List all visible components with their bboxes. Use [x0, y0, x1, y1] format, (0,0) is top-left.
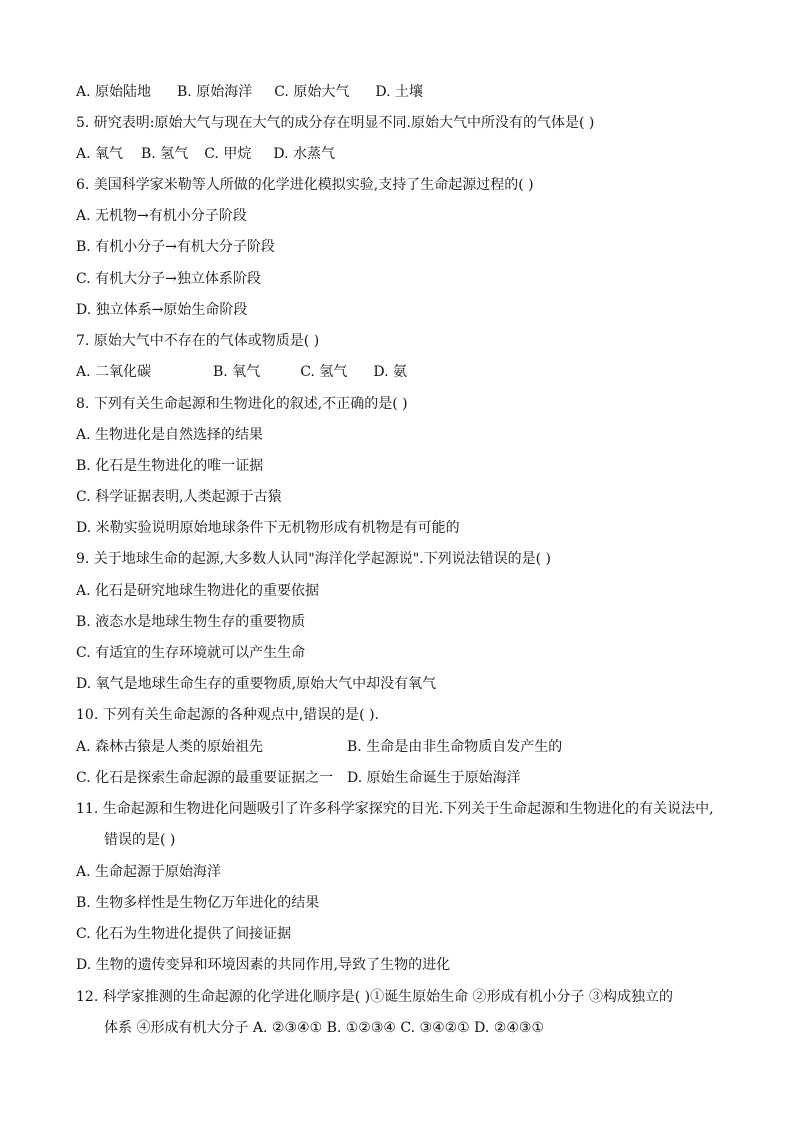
- option-b: B. 原始海洋: [177, 84, 253, 100]
- q10-options-row-1: [76, 738, 562, 756]
- question-9: 9. 关于地球生命的起源,大多数人认同"海洋化学起源说".下列说法错误的是( ): [76, 551, 551, 567]
- q8-option-c: C. 科学证据表明,人类起源于古猿: [76, 489, 282, 505]
- question-11: 11. 生命起源和生物进化问题吸引了许多科学家探究的目光.下列关于生命起源和生物进化的有关说法中,: [76, 801, 714, 817]
- option-d: D. 氨: [373, 364, 407, 380]
- option-a: A. 氧气: [76, 146, 124, 162]
- question-10: 10. 下列有关生命起源的各种观点中,错误的是( ).: [76, 707, 379, 723]
- q11-option-d: D. 生物的遗传变异和环境因素的共同作用,导致了生物的进化: [76, 957, 451, 973]
- question-12-cont: 体系 ④形成有机大分子 A. ②③④① B. ①②③④ C. ③④②① D. ②④③①: [104, 1020, 545, 1036]
- q9-option-a: A. 化石是研究地球生物进化的重要依据: [76, 583, 320, 599]
- q6-option-a: A. 无机物→有机小分子阶段: [76, 208, 247, 224]
- q11-option-a: A. 生命起源于原始海洋: [76, 864, 222, 880]
- q7-options: [76, 363, 407, 381]
- q8-option-b: B. 化石是生物进化的唯一证据: [76, 458, 264, 474]
- q9-option-d: D. 氧气是地球生命生存的重要物质,原始大气中却没有氧气: [76, 676, 437, 692]
- question-6: 6. 美国科学家米勒等人所做的化学进化模拟实验,支持了生命起源过程的( ): [76, 177, 534, 193]
- question-8: 8. 下列有关生命起源和生物进化的叙述,不正确的是( ): [76, 396, 408, 412]
- option-a: A. 二氧化碳: [76, 364, 152, 380]
- option-b: B. 生命是由非生命物质自发产生的: [347, 739, 563, 755]
- q11-option-b: B. 生物多样性是生物亿万年进化的结果: [76, 895, 320, 911]
- option-c: C. 化石是探索生命起源的最重要证据之一: [76, 770, 334, 786]
- option-c: C. 氢气: [300, 364, 348, 380]
- q4-options: [76, 83, 423, 101]
- q9-option-b: B. 液态水是地球生物生存的重要物质: [76, 614, 306, 630]
- q6-option-c: C. 有机大分子→独立体系阶段: [76, 271, 261, 287]
- option-d: D. 土壤: [375, 84, 423, 100]
- q6-option-b: B. 有机小分子→有机大分子阶段: [76, 239, 275, 255]
- question-5: 5. 研究表明:原始大气与现在大气的成分存在明显不同.原始大气中所没有的气体是( ): [76, 115, 595, 131]
- option-b: B. 氢气: [141, 146, 189, 162]
- option-b: B. 氧气: [213, 364, 261, 380]
- option-a: A. 原始陆地: [76, 84, 152, 100]
- question-7: 7. 原始大气中不存在的气体或物质是( ): [76, 333, 320, 349]
- q6-option-d: D. 独立体系→原始生命阶段: [76, 302, 248, 318]
- q9-option-c: C. 有适宜的生存环境就可以产生生命: [76, 645, 306, 661]
- option-d: D. 水蒸气: [273, 146, 335, 162]
- q8-option-a: A. 生物进化是自然选择的结果: [76, 427, 264, 443]
- option-a: A. 森林古猿是人类的原始祖先: [76, 739, 264, 755]
- q10-options-row-2: [76, 769, 521, 787]
- option-d: D. 原始生命诞生于原始海洋: [347, 770, 521, 786]
- q11-option-c: C. 化石为生物进化提供了间接证据: [76, 926, 292, 942]
- option-c: C. 甲烷: [204, 146, 252, 162]
- q8-option-d: D. 米勒实验说明原始地球条件下无机物形成有机物是有可能的: [76, 520, 460, 536]
- option-c: C. 原始大气: [274, 84, 350, 100]
- q5-options: [76, 145, 335, 163]
- question-12: 12. 科学家推测的生命起源的化学进化顺序是( )①诞生原始生命 ②形成有机小分子 ③构成独立的: [76, 989, 673, 1005]
- question-11-cont: 错误的是( ): [104, 832, 176, 848]
